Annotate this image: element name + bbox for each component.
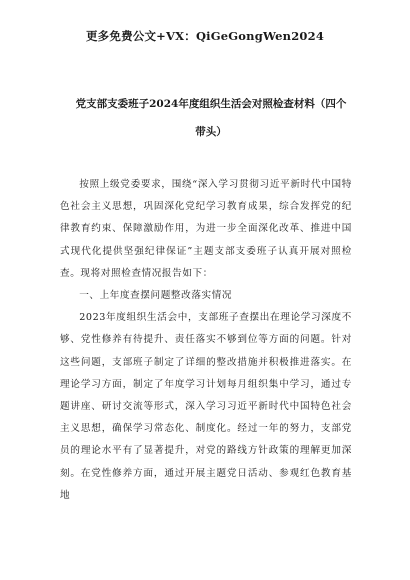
document-body: [60, 174, 352, 507]
body-paragraph: 2023年度组织生活会中，支部班子查摆出在理论学习深度不够、党性修养有待提升、责任落实不够到位等方面的问题。针对这些问题，支部班子制定了详细的整改措施并积极推进落实。在理论学习方面，制定了年度学习计划每月组织集中学习，通过专题讲座、研讨交流等形式，深入学习习近平新时代中国特色社会主义思想，确保学习常态化、制度化。经过一年的努力，支部党员的理论水平有了显著提升，对党的路线方针政策的理解更加深刻。在党性修养方面，通过开展主题党日活动、参观红色教育基地: [60, 312, 352, 501]
section-heading: 一、上年度查摆问题整改落实情况: [79, 290, 233, 302]
document-title-line-2: 带头）: [195, 126, 227, 138]
intro-paragraph: 按照上级党委要求，围绕“深入学习贯彻习近平新时代中国特色社会主义思想，巩固深化党纪学习教育成果，综合发挥党的纪律教育约束、保障激励作用，为进一步全面深化改革、推进中国式现代化提供坚强纪律保证”主题支部支委班子认真开展对照检查。现将对照检查情况报告如下：: [60, 179, 352, 279]
watermark-header: 更多免费公文+VX：QiGeGongWen2024: [85, 29, 325, 43]
document-title-line-1: 党支部支委班子2024年度组织生活会对照检查材料（四个: [75, 98, 347, 110]
